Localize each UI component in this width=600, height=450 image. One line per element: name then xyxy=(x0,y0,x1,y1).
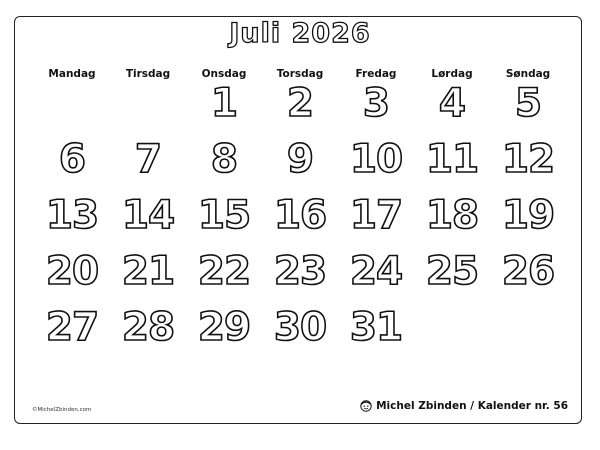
weekday-monday: Mandag xyxy=(48,68,96,80)
day-cell: 29 xyxy=(197,305,251,350)
weekday-saturday: Lørdag xyxy=(431,68,473,80)
weekday-friday: Fredag xyxy=(355,68,397,80)
day-cell: 31 xyxy=(349,305,403,350)
author-credit xyxy=(360,398,568,414)
day-cell: 17 xyxy=(349,193,403,238)
day-cell: 8 xyxy=(210,137,238,182)
day-cell: 6 xyxy=(58,137,86,182)
author-credit-text: Michel Zbinden / Kalender nr. 56 xyxy=(376,400,568,412)
smiley-face-icon xyxy=(360,400,372,412)
website-credit: ©MichelZbinden.com xyxy=(32,407,92,413)
day-cell: 30 xyxy=(273,305,327,350)
day-cell: 1 xyxy=(210,81,238,126)
weekday-sunday: Søndag xyxy=(505,68,551,80)
day-cell: 10 xyxy=(349,137,403,182)
day-cell: 24 xyxy=(349,249,403,294)
day-cell: 26 xyxy=(501,249,555,294)
day-cell: 4 xyxy=(438,81,466,126)
day-cell: 16 xyxy=(273,193,327,238)
day-cell: 11 xyxy=(425,137,479,182)
day-cell: 12 xyxy=(501,137,555,182)
day-cell: 2 xyxy=(286,81,314,126)
day-cell: 27 xyxy=(45,305,99,350)
day-cell: 15 xyxy=(197,193,251,238)
day-cell: 14 xyxy=(121,193,175,238)
day-cell: 25 xyxy=(425,249,479,294)
day-cell: 18 xyxy=(425,193,479,238)
day-cell: 21 xyxy=(121,249,175,294)
weekday-tuesday: Tirsdag xyxy=(125,68,171,80)
weekday-wednesday: Onsdag xyxy=(201,68,247,80)
day-cell: 7 xyxy=(134,137,162,182)
calendar-title: Juli 2026 xyxy=(229,18,371,49)
day-cell: 19 xyxy=(501,193,555,238)
day-cell: 3 xyxy=(362,81,390,126)
day-cell: 9 xyxy=(286,137,314,182)
weekday-thursday: Torsdag xyxy=(276,68,324,80)
day-cell: 13 xyxy=(45,193,99,238)
day-cell: 20 xyxy=(45,249,99,294)
day-cell: 28 xyxy=(121,305,175,350)
day-cell: 23 xyxy=(273,249,327,294)
calendar-grid xyxy=(34,80,566,350)
day-cell: 5 xyxy=(514,81,542,126)
day-cell: 22 xyxy=(197,249,251,294)
